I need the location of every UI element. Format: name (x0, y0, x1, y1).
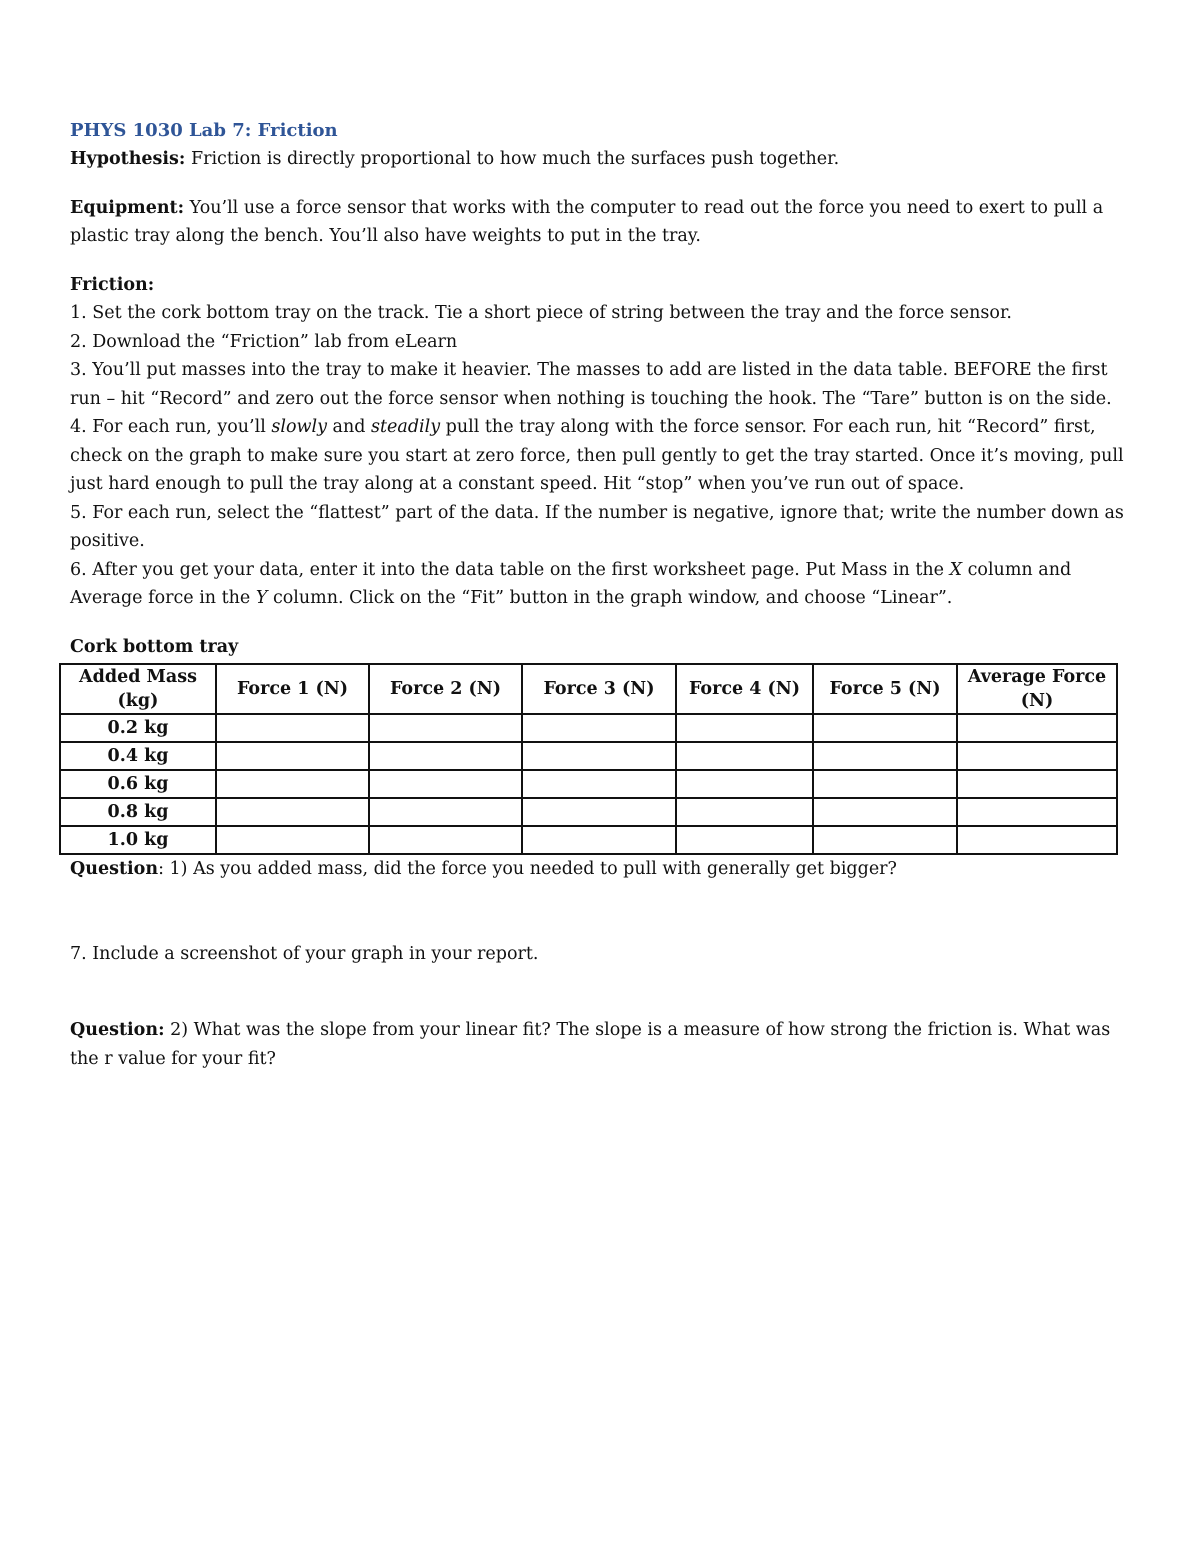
header-force-5: Force 5 (N) (813, 664, 957, 714)
step-6-y: Y (255, 588, 268, 608)
force-3-cell[interactable] (522, 798, 676, 826)
step-6-x: X (949, 559, 963, 580)
force-1-cell[interactable] (216, 742, 369, 770)
force-2-cell[interactable] (369, 798, 522, 826)
force-5-cell[interactable] (813, 798, 957, 826)
step-3: 3. You’ll put masses into the tray to make it heavier. The masses to add are listed in the data table. BEFORE the first run – hit “Record” and zero out the force sensor when nothing is touching the hook. The “Tare” button is on the side. (70, 360, 1112, 409)
step-6-text-c: column. Click on the “Fit” button in the graph window, and choose “Linear”. (267, 588, 953, 608)
force-5-cell[interactable] (813, 826, 957, 854)
force-4-cell[interactable] (676, 742, 813, 770)
table-row (60, 826, 1117, 854)
average-force-cell[interactable] (957, 826, 1117, 854)
force-1-cell[interactable] (216, 770, 369, 798)
step-1: 1. Set the cork bottom tray on the track. Tie a short piece of string between the tray and the force sensor. (70, 303, 1012, 323)
table-row (60, 742, 1117, 770)
table-row (60, 714, 1117, 742)
force-5-cell[interactable] (813, 770, 957, 798)
step-7: 7. Include a screenshot of your graph in your report. (70, 943, 539, 964)
force-3-cell[interactable] (522, 826, 676, 854)
equipment-label: Equipment: (70, 197, 185, 218)
table-header-row (60, 664, 1117, 714)
force-4-cell[interactable] (676, 714, 813, 742)
header-force-1: Force 1 (N) (216, 664, 369, 714)
force-2-cell[interactable] (369, 770, 522, 798)
step-6-text-a: 6. After you get your data, enter it into the data table on the first worksheet page. Put Mass in the (70, 559, 950, 580)
header-force-2: Force 2 (N) (369, 664, 522, 714)
header-average-force: Average Force (N) (957, 664, 1117, 714)
mass-cell: 0.4 kg (60, 742, 216, 770)
step-4-text-b: and (326, 417, 372, 437)
hypothesis-text: Friction is directly proportional to how much the surfaces push together. (185, 149, 840, 169)
step-6 (70, 556, 1132, 613)
table-row (60, 798, 1117, 826)
step-4 (70, 413, 1132, 499)
step-4-text-c: pull the tray along with the force sensor. For each run, hit “Record” first, check on the graph to make sure you start at zero force, then pull gently to get the tray started. Once it’s moving, pull just hard enough to pull the tray along at a constant speed. Hit “stop” when you’ve run out of space. (70, 417, 1124, 494)
question-2 (70, 1016, 1132, 1073)
force-1-cell[interactable] (216, 826, 369, 854)
step-2: 2. Download the “Friction” lab from eLearn (70, 331, 458, 352)
equipment-paragraph (70, 194, 1132, 251)
question-1-text: : 1) As you added mass, did the force you needed to pull with generally get bigger? (158, 859, 897, 879)
average-force-cell[interactable] (957, 714, 1117, 742)
force-2-cell[interactable] (369, 714, 522, 742)
header-force-3: Force 3 (N) (522, 664, 676, 714)
force-3-cell[interactable] (522, 770, 676, 798)
friction-heading: Friction: (70, 274, 155, 295)
hypothesis-paragraph (70, 145, 1132, 174)
header-force-4: Force 4 (N) (676, 664, 813, 714)
hypothesis-label: Hypothesis: (70, 149, 186, 169)
mass-cell: 0.6 kg (60, 770, 216, 798)
question-2-label: Question: (70, 1020, 165, 1040)
force-4-cell[interactable] (676, 770, 813, 798)
question-2-text: 2) What was the slope from your linear fit? The slope is a measure of how strong the friction is. What was the r value for your fit? (70, 1020, 1111, 1069)
mass-cell: 0.2 kg (60, 714, 216, 742)
step-4-slowly: slowly (271, 417, 327, 437)
mass-cell: 1.0 kg (60, 826, 216, 854)
step-4-text-a: 4. For each run, you’ll (70, 417, 272, 437)
step-4-steadily: steadily (371, 417, 441, 437)
step-6-text-b: column and Average force in the (70, 559, 1072, 608)
document-page (70, 117, 1132, 1073)
table-row (60, 770, 1117, 798)
page-title: PHYS 1030 Lab 7: Friction (70, 120, 338, 141)
question-1-label: Question (70, 859, 159, 879)
force-5-cell[interactable] (813, 714, 957, 742)
force-4-cell[interactable] (676, 826, 813, 854)
force-4-cell[interactable] (676, 798, 813, 826)
force-1-cell[interactable] (216, 798, 369, 826)
force-5-cell[interactable] (813, 742, 957, 770)
step-5: 5. For each run, select the “flattest” part of the data. If the number is negative, ignore that; write the number down as positive. (70, 502, 1124, 551)
force-3-cell[interactable] (522, 714, 676, 742)
force-2-cell[interactable] (369, 826, 522, 854)
equipment-text: You’ll use a force sensor that works with the computer to read out the force you need to exert to pull a plastic tray along the bench. You’ll also have weights to put in the tray. (70, 197, 1104, 246)
table-caption: Cork bottom tray (70, 636, 239, 657)
mass-cell: 0.8 kg (60, 798, 216, 826)
force-3-cell[interactable] (522, 742, 676, 770)
force-2-cell[interactable] (369, 742, 522, 770)
average-force-cell[interactable] (957, 798, 1117, 826)
data-table (59, 663, 1118, 855)
force-1-cell[interactable] (216, 714, 369, 742)
average-force-cell[interactable] (957, 770, 1117, 798)
question-1 (70, 855, 1132, 884)
header-added-mass: Added Mass (kg) (60, 664, 216, 714)
average-force-cell[interactable] (957, 742, 1117, 770)
